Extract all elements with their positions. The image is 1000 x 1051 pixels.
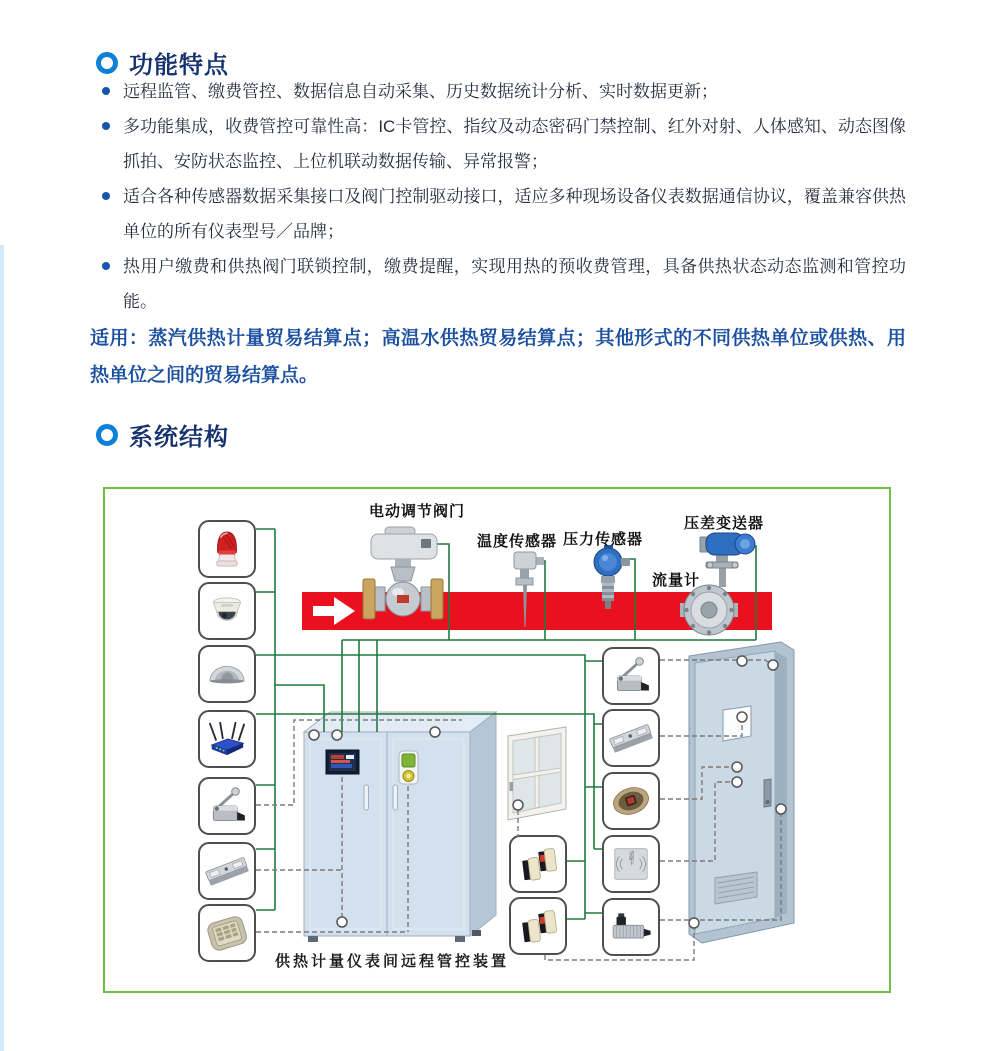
application-statement: 适用：蒸汽供热计量贸易结算点；高温水供热贸易结算点；其他形式的不同供热单位或供热、用热单位之间的贸易结算点。 [90, 328, 906, 386]
structure-title: 系统结构 [129, 424, 229, 451]
page-edge-strip [0, 245, 4, 1051]
keypad-reader-icon [204, 910, 250, 956]
device-box-ir-beam-pair [509, 897, 567, 955]
device-box-plunger-limit-switch [602, 898, 660, 956]
plunger-limit-switch-icon [608, 904, 654, 950]
electric-control-valve-icon [355, 525, 460, 635]
temperature-sensor-icon [508, 547, 553, 632]
device-box-limit-switch [198, 777, 256, 835]
device-box-keypad-reader [198, 904, 256, 962]
fingerprint-reader-icon [608, 778, 654, 824]
pressure-sensor-icon [584, 545, 632, 633]
feature-text: 多功能集成，收费管控可靠性高：IC卡管控、指纹及动态密码门禁控制、红外对射、人体感知、动态图像抓拍、安防状态监控、上位机联动数据传输、异常报警； [123, 117, 906, 171]
label-dp-transmitter: 压差变送器 [683, 515, 765, 532]
bullet-dot-icon [102, 122, 110, 130]
list-item [100, 74, 906, 109]
label-flow-meter: 流量计 [651, 572, 701, 589]
label-electric-valve: 电动调节阀门 [368, 503, 466, 520]
wireless-router-icon [204, 716, 250, 762]
rfid-reader-text: 请刷卡 [628, 850, 634, 866]
device-box-magnetic-lock [602, 709, 660, 767]
alarm-beacon-icon [204, 526, 250, 572]
device-box-rfid-reader [602, 835, 660, 893]
bullet-dot-icon [102, 87, 110, 95]
device-box-pir-detector [198, 645, 256, 703]
feature-text: 远程监管、缴费管控、数据信息自动采集、历史数据统计分析、实时数据更新； [123, 82, 718, 101]
label-temperature-sensor: 温度传感器 [476, 533, 558, 550]
ir-beam-pair-icon [515, 903, 561, 949]
magnetic-lock-icon [204, 848, 250, 894]
features-list [100, 74, 906, 319]
cabinet-caption: 供热计量仪表间远程管控装置 [274, 953, 510, 970]
section-bullet-ring-icon [96, 52, 118, 74]
pir-detector-icon [204, 651, 250, 697]
section-bullet-ring-icon [96, 424, 118, 446]
device-box-magnetic-lock [198, 842, 256, 900]
bullet-dot-icon [102, 192, 110, 200]
list-item [100, 249, 906, 319]
ir-beam-pair-icon [515, 841, 561, 887]
limit-switch-icon [204, 783, 250, 829]
device-box-limit-switch [602, 647, 660, 705]
bullet-dot-icon [102, 262, 110, 270]
feature-text: 热用户缴费和供热阀门联锁控制，缴费提醒，实现用热的预收费管理，具备供热状态动态监测和管控功能。 [123, 257, 906, 311]
dome-camera-icon [204, 588, 250, 634]
feature-text: 适合各种传感器数据采集接口及阀门控制驱动接口，适应多种现场设备仪表数据通信协议，覆盖兼容供热单位的所有仪表型号／品牌； [123, 187, 906, 241]
features-title: 功能特点 [129, 52, 229, 79]
system-structure-diagram [103, 487, 891, 993]
structure-section-header [96, 417, 229, 452]
device-box-fingerprint-reader [602, 772, 660, 830]
magnetic-lock-icon [608, 715, 654, 761]
device-box-alarm-beacon [198, 520, 256, 578]
list-item [100, 179, 906, 249]
label-pressure-sensor: 压力传感器 [562, 531, 644, 548]
limit-switch-icon [608, 653, 654, 699]
list-item [100, 109, 906, 179]
device-box-wireless-router [198, 710, 256, 768]
rfid-reader-icon [608, 841, 654, 887]
device-box-ir-beam-pair [509, 835, 567, 893]
device-box-dome-camera [198, 582, 256, 640]
